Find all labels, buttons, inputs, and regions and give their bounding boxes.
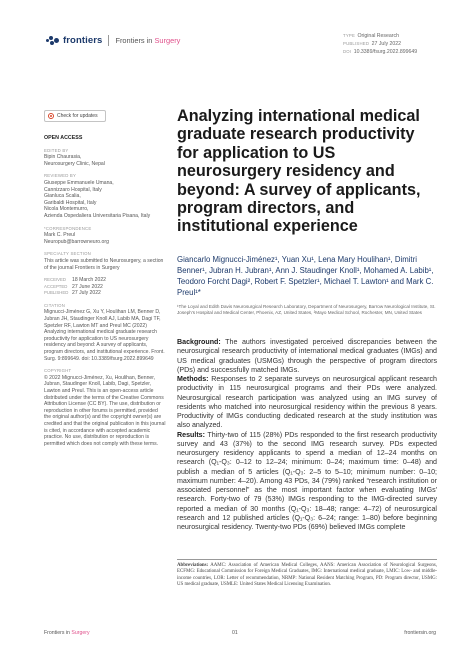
reviewed-by: Giuseppe Emmanuele Umana, Cannizzaro Hospital, Italy Gianluca Scalia, Garibaldi Hospital, Italy Nicola Montemurro, Azienda Ospedaliera Universitaria Pisana, Italy — [44, 179, 151, 219]
page-footer — [44, 630, 436, 640]
page-number: 01 — [232, 630, 238, 636]
abstract-results: Results: Thirty-two of 115 (28%) PDs responded to the first research productivity survey and 43 (37%) to the second IMG research survey. PDs expected neurosurgery residency applicants to spend a median of 12–24 months on research (Q₁-Q₃: 0–12 to 12–24; minimum: 0–24; maximum time: 0–48) and publish a median of 5 articles (Q₁-Q₃: 2–5 to 5–10; minimum number: 0–10; maximum number: 4–20). Among 43 PDs, 34 (79%) ranked “research institution or associated personnel” as the most important factor when evaluating IMGs' research. Forty-two of 79 (53%) IMGs responding to the IMG-directed survey reported a median of 30 months (Q₁-Q₃: 18–48; range: 4–72) of neurosurgical research and 12 published articles (Q₁-Q₃: 6–24; range: 1–80) before beginning neurosurgical residency. Twenty-two PDs (69%) believed IMGs complete — [177, 430, 438, 531]
frontiers-logo-icon — [46, 36, 60, 46]
sidebar — [44, 110, 166, 447]
reviewed-by-label: REVIEWED BY — [44, 173, 77, 179]
correspondence-name: Mark C. Preul — [44, 232, 76, 239]
journal-brand[interactable] — [46, 35, 180, 46]
article-meta: TYPE Original Research PUBLISHED 27 July 2022 DOI 10.3389/fsurg.2022.899649 — [343, 33, 418, 55]
published-date-sidebar: 27 July 2022 — [72, 290, 101, 297]
crossmark-icon — [48, 113, 54, 119]
journal-name: Frontiers in Surgery — [115, 36, 181, 45]
accepted-date: 27 June 2022 — [72, 283, 103, 290]
citation-label: CITATION — [44, 302, 66, 308]
published-date: 27 July 2022 — [371, 41, 402, 47]
abbreviations: Abbreviations: AAMC: Association of American Medical Colleges, AANS: American Association of Neurological Surgeons, ECFMG: Educational Commission for Foreign Medical Graduates, IMG: International medical graduate, LMIC: Low- and middle-income countries, LOR: Letter of recommendation, NRMP: National Resident Matching Program, PD: Program director, USMG: US medical graduate, USMLE: United States Medical Licensing Examination. — [177, 563, 437, 588]
abstract — [177, 338, 437, 532]
dates-block: RECEIVED 18 March 2022 ACCEPTED 27 June 2022 PUBLISHED 27 July 2022 — [44, 277, 106, 297]
footer-site-link[interactable]: frontiersin.org — [404, 630, 436, 636]
copyright-label: COPYRIGHT — [44, 368, 72, 374]
correspondence-label: *CORRESPONDENCE — [44, 225, 92, 231]
specialty-section: This article was submitted to Neurosurgery, a section of the journal Frontiers in Surgery — [44, 257, 164, 271]
check-updates-button[interactable]: Check for updates — [44, 110, 106, 122]
edited-by: Bipin Chaurasia, Neurosurgery Clinic, Nepal — [44, 154, 105, 167]
open-access-label: OPEN ACCESS — [44, 135, 83, 141]
author-list: Giancarlo Mignucci-Jiménez¹, Yuan Xu¹, Lena Mary Houlihan¹, Dimitri Benner¹, Jubran H. Jubran¹, Ann J. Staudinger Knoll¹, Mohamed A. Labib¹, Teodoro Forcht Dagi², Robert F. Spetzler¹, Michael T. Lawton¹ and Mark C. Preul¹* — [177, 255, 434, 297]
doi-link[interactable]: 10.3389/fsurg.2022.899649 — [353, 49, 418, 55]
copyright: © 2022 Mignucci-Jiménez, Xu, Houlihan, Benner, Jubran, Staudinger Knoll, Labib, Dagi, Spetzler, Lawton and Preul. This is an open-access article distributed under the terms of the Creative Commons Attribution License (CC BY). The use, distribution or reproduction in other forums is permitted, provided the original author(s) and the copyright owner(s) are credited and that the original publication in this journal is cited, in accordance with accepted academic practice. No use, distribution or reproduction is permitted which does not comply with these terms. — [44, 374, 166, 447]
abbreviations-divider — [177, 559, 437, 560]
specialty-section-label: SPECIALTY SECTION — [44, 251, 91, 257]
article-title: Analyzing international medical graduate research productivity for application to US neurosurgery residency and beyond: A survey of applicants, program directors, and institutional experience — [177, 107, 421, 236]
correspondence-email-link[interactable]: Neuropub@barrowneuro.org — [44, 238, 109, 245]
brand-divider — [108, 35, 109, 46]
footer-journal: Frontiers in Surgery — [44, 630, 90, 636]
citation: Mignucci-Jiménez G, Xu Y, Houlihan LM, Benner D, Jubran JH, Staudinger Knoll AJ, Labib MA, Dagi TF, Spetzler RF, Lawton MT and Preul MC (2022) Analyzing international medical graduate research productivity for application to US neurosurgery residency and beyond: A survey of applicants, program directors, and institutional experience. Front. Surg. 9:899649. doi: 10.3389/fsurg.2022.899649 — [44, 309, 165, 362]
received-date: 18 March 2022 — [72, 277, 106, 284]
brand-name: frontiers — [63, 35, 103, 46]
abstract-methods: Methods: Responses to 2 separate surveys on neurosurgical applicant research productivity in 115 neurosurgical programs and their PDs were analyzed. Neurosurgical research participation was analyzed using an IMG survey of residents who matched into neurosurgical residency within the previous 8 years. Productivity of IMGs conducting dedicated research at the study institution was also analyzed. — [177, 375, 437, 430]
article-type: Original Research — [357, 33, 400, 39]
page-header — [46, 32, 436, 62]
abstract-background: Background: The authors investigated perceived discrepancies between the neurosurgical research productivity of international medical graduates (IMGs) and US medical graduates (USMGs) through the perspective of program directors (PDs) and successfully matched IMGs. — [177, 338, 437, 374]
edited-by-label: EDITED BY — [44, 147, 69, 153]
affiliations: ¹The Loyal and Edith Davis Neurosurgical Research Laboratory, Department of Neurosurgery, Barrow Neurological Institute, St. Joseph's Hospital and Medical Center, Phoenix, AZ, United States, ²Mayo Medical School, Rochester, MN, United States — [177, 304, 436, 315]
